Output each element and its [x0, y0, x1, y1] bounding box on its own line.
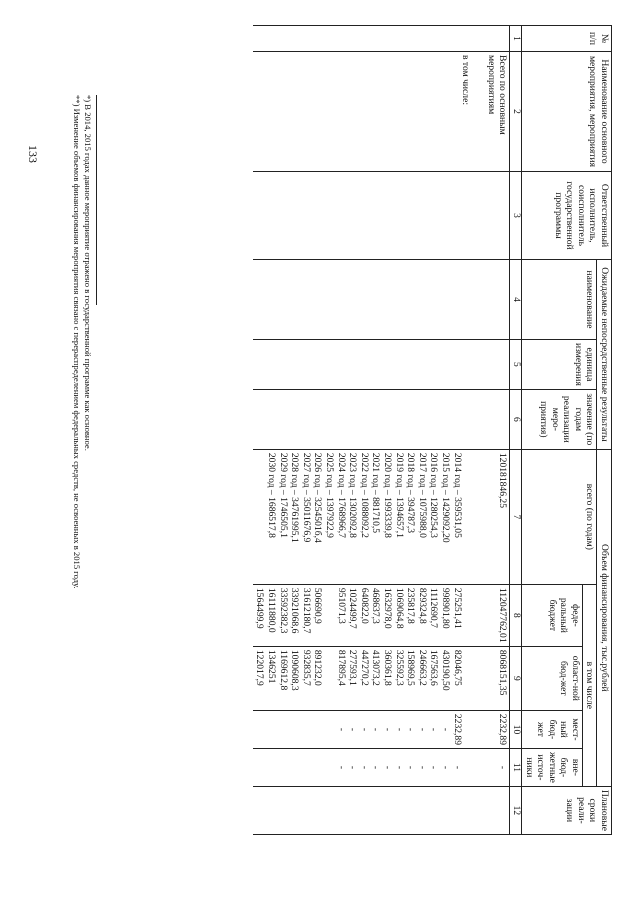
extra-year: -: [428, 765, 440, 770]
local-year: -: [416, 727, 428, 732]
header-unit: единица измерения: [522, 340, 597, 390]
extra-total: -: [497, 765, 509, 770]
extra-year: -: [393, 765, 405, 770]
extra-year: -: [347, 765, 359, 770]
col-num: 9: [510, 646, 522, 710]
regional-total: 8068151,35: [497, 649, 509, 696]
local-year: -: [370, 727, 382, 732]
cell-empty: [253, 26, 510, 52]
federal-year: 1632978,0: [381, 587, 393, 629]
totals-row: [253, 26, 510, 835]
extra-year: -: [405, 765, 417, 770]
header-regional: област-ной бюд-жет: [522, 646, 583, 710]
year-total: 2016 год – 1280254,3: [428, 452, 440, 538]
federal-total: 112047762,01: [497, 587, 509, 643]
regional-year: 360361,8: [381, 649, 393, 686]
federal-year: 829324,8: [416, 587, 428, 624]
year-total: 2024 год – 1768966,7: [335, 452, 347, 538]
regional-year: 325592,3: [393, 649, 405, 686]
header-federal: феде-ральный бюджет: [522, 584, 583, 646]
federal-year: 33592382,3: [277, 587, 289, 634]
extra-year: -: [358, 765, 370, 770]
col-num: 8: [510, 584, 522, 646]
local-year: 2232,89: [451, 713, 463, 746]
regional-year: [323, 650, 335, 707]
total-by-year-cell: [253, 449, 510, 584]
header-local: мест-ный бюд-жет: [522, 710, 583, 748]
federal-year: 1024499,7: [347, 587, 359, 629]
federal-cell: [253, 584, 510, 646]
year-total: 2023 год – 1302092,8: [347, 452, 359, 538]
year-total: 2022 год – 1088092,2: [358, 452, 370, 538]
regional-year: 817895,4: [335, 649, 347, 686]
col-num: 10: [510, 710, 522, 748]
local-year: -: [393, 727, 405, 732]
local-year: -: [335, 727, 347, 732]
local-year: -: [428, 727, 440, 732]
federal-year: 640822,0: [358, 587, 370, 624]
local-cell: [253, 710, 510, 748]
year-total: 2014 год – 359531,05: [451, 452, 463, 538]
grand-total: 120181846,25: [497, 452, 509, 509]
regional-year: 891232,0: [312, 649, 324, 686]
local-year: -: [405, 727, 417, 732]
totals-label: [253, 52, 510, 172]
year-total: 2026 год – 3254501б,4: [312, 452, 324, 543]
year-total: 2018 год – 394787,3: [405, 452, 417, 534]
rotated-table-sheet: [12, 25, 612, 875]
federal-year: 468637,3: [370, 587, 382, 624]
federal-year: 1112690,7: [428, 587, 440, 628]
year-total: 2025 год – 1397922,9: [323, 452, 335, 538]
header-value: значение (по годам реализации меро-приятия): [522, 389, 597, 449]
extra-year: -: [416, 765, 428, 770]
regional-year: 447270,2: [358, 649, 370, 686]
footnote-2: **) Изменение объемов финансирования мероприятия связано с перераспределением федеральных средств, не освоенных в 2015 году.: [72, 95, 83, 589]
regional-cell: [253, 646, 510, 710]
regional-year: 430190,50: [439, 649, 451, 691]
federal-year: 235817,8: [405, 587, 417, 624]
totals-label-text: Всего по основным мероприятиям: [485, 55, 509, 135]
footnote-rule: [96, 95, 97, 305]
federal-year: 506690,9: [312, 587, 324, 624]
col-num: 4: [510, 260, 522, 340]
col-num: 12: [510, 786, 522, 834]
year-total: 2029 год – 1746505,1: [277, 452, 289, 538]
local-year: -: [347, 727, 359, 732]
extra-year: -: [335, 765, 347, 770]
col-num: 2: [510, 52, 522, 172]
header-activity-name: Наименование основного мероприятия, мероприятия: [522, 52, 612, 172]
regional-year: 1169612,8: [277, 649, 289, 691]
local-year: -: [381, 727, 393, 732]
regional-year: 932835,7: [300, 649, 312, 686]
cell-empty: [253, 389, 510, 449]
year-total: 2030 год – 1686517,8: [266, 452, 278, 538]
federal-year: 275251,41: [451, 587, 463, 629]
header-total: всего (по годам): [522, 449, 597, 584]
cell-empty: [253, 786, 510, 834]
year-total: 2028 год – 34761995,1: [289, 452, 301, 543]
regional-year: 158969,5: [405, 649, 417, 686]
footnotes: [72, 95, 97, 795]
regional-year: 82046,75: [451, 649, 463, 686]
page-number: 133: [26, 145, 40, 163]
local-year: -: [439, 727, 451, 732]
footnote-1: *) В 2014, 2015 годах данное мероприятие отражено в государственной программе как основное.: [83, 95, 93, 451]
federal-year: 1564499,9: [254, 587, 266, 629]
header-financing: Объем финансирования, тыс.рублей: [597, 449, 612, 786]
year-total: 2027 год – 35011676,9: [300, 452, 312, 543]
federal-year: 998901,80: [439, 587, 451, 629]
federal-year: 33921068,6: [289, 587, 301, 634]
local-year: -: [358, 727, 370, 732]
header-result-name: наименование: [522, 260, 597, 340]
header-responsible: Ответственный исполнитель, соисполнитель государственной программы: [522, 172, 612, 260]
regional-year: 167563,6: [428, 649, 440, 686]
federal-year: 951071,3: [335, 587, 347, 624]
regional-year: 1090608,3: [289, 649, 301, 691]
year-total: 2020 год – 1993339,8: [381, 452, 393, 538]
cell-empty: [253, 260, 510, 340]
col-num: 3: [510, 172, 522, 260]
year-total: 2021 год – 881710,5: [370, 452, 382, 534]
column-number-row: [510, 26, 522, 835]
header-deadlines: Плановые сроки реали-зации: [522, 786, 612, 834]
extra-cell: [253, 749, 510, 787]
year-total: 2015 год – 1429092,20: [439, 452, 451, 543]
year-total: 2017 год – 1075988,0: [416, 452, 428, 538]
col-num: 1: [510, 26, 522, 52]
extra-year: -: [451, 765, 463, 770]
header-including: в том числе: [583, 584, 598, 786]
federal-year: 31612180,7: [300, 587, 312, 634]
header-expected-results: Ожидаемые непосредственные результаты: [597, 260, 612, 450]
financing-table: [253, 25, 612, 835]
regional-year: 277593,1: [347, 649, 359, 686]
year-total: 2019 год – 1394657,1: [393, 452, 405, 538]
federal-year: 1069064,8: [393, 587, 405, 629]
col-num: 11: [510, 749, 522, 787]
col-num: 7: [510, 449, 522, 584]
including-label: в том числе:: [460, 55, 472, 106]
regional-year: 413073,2: [370, 649, 382, 686]
regional-year: 122017,9: [254, 649, 266, 686]
col-num: 5: [510, 340, 522, 390]
header-number: № п/п: [522, 26, 612, 52]
col-num: 6: [510, 389, 522, 449]
extra-year: -: [439, 765, 451, 770]
extra-year: -: [381, 765, 393, 770]
local-total: 2232,89: [497, 713, 509, 746]
extra-year: -: [370, 765, 382, 770]
regional-year: 246663,2: [416, 649, 428, 686]
cell-empty: [253, 340, 510, 390]
federal-year: [323, 588, 335, 643]
federal-year: 16111880,0: [266, 587, 278, 633]
regional-year: 1346251: [266, 649, 278, 684]
cell-empty: [253, 172, 510, 260]
header-extrabudget: вне-бюд-жетные источ-ники: [522, 749, 583, 787]
